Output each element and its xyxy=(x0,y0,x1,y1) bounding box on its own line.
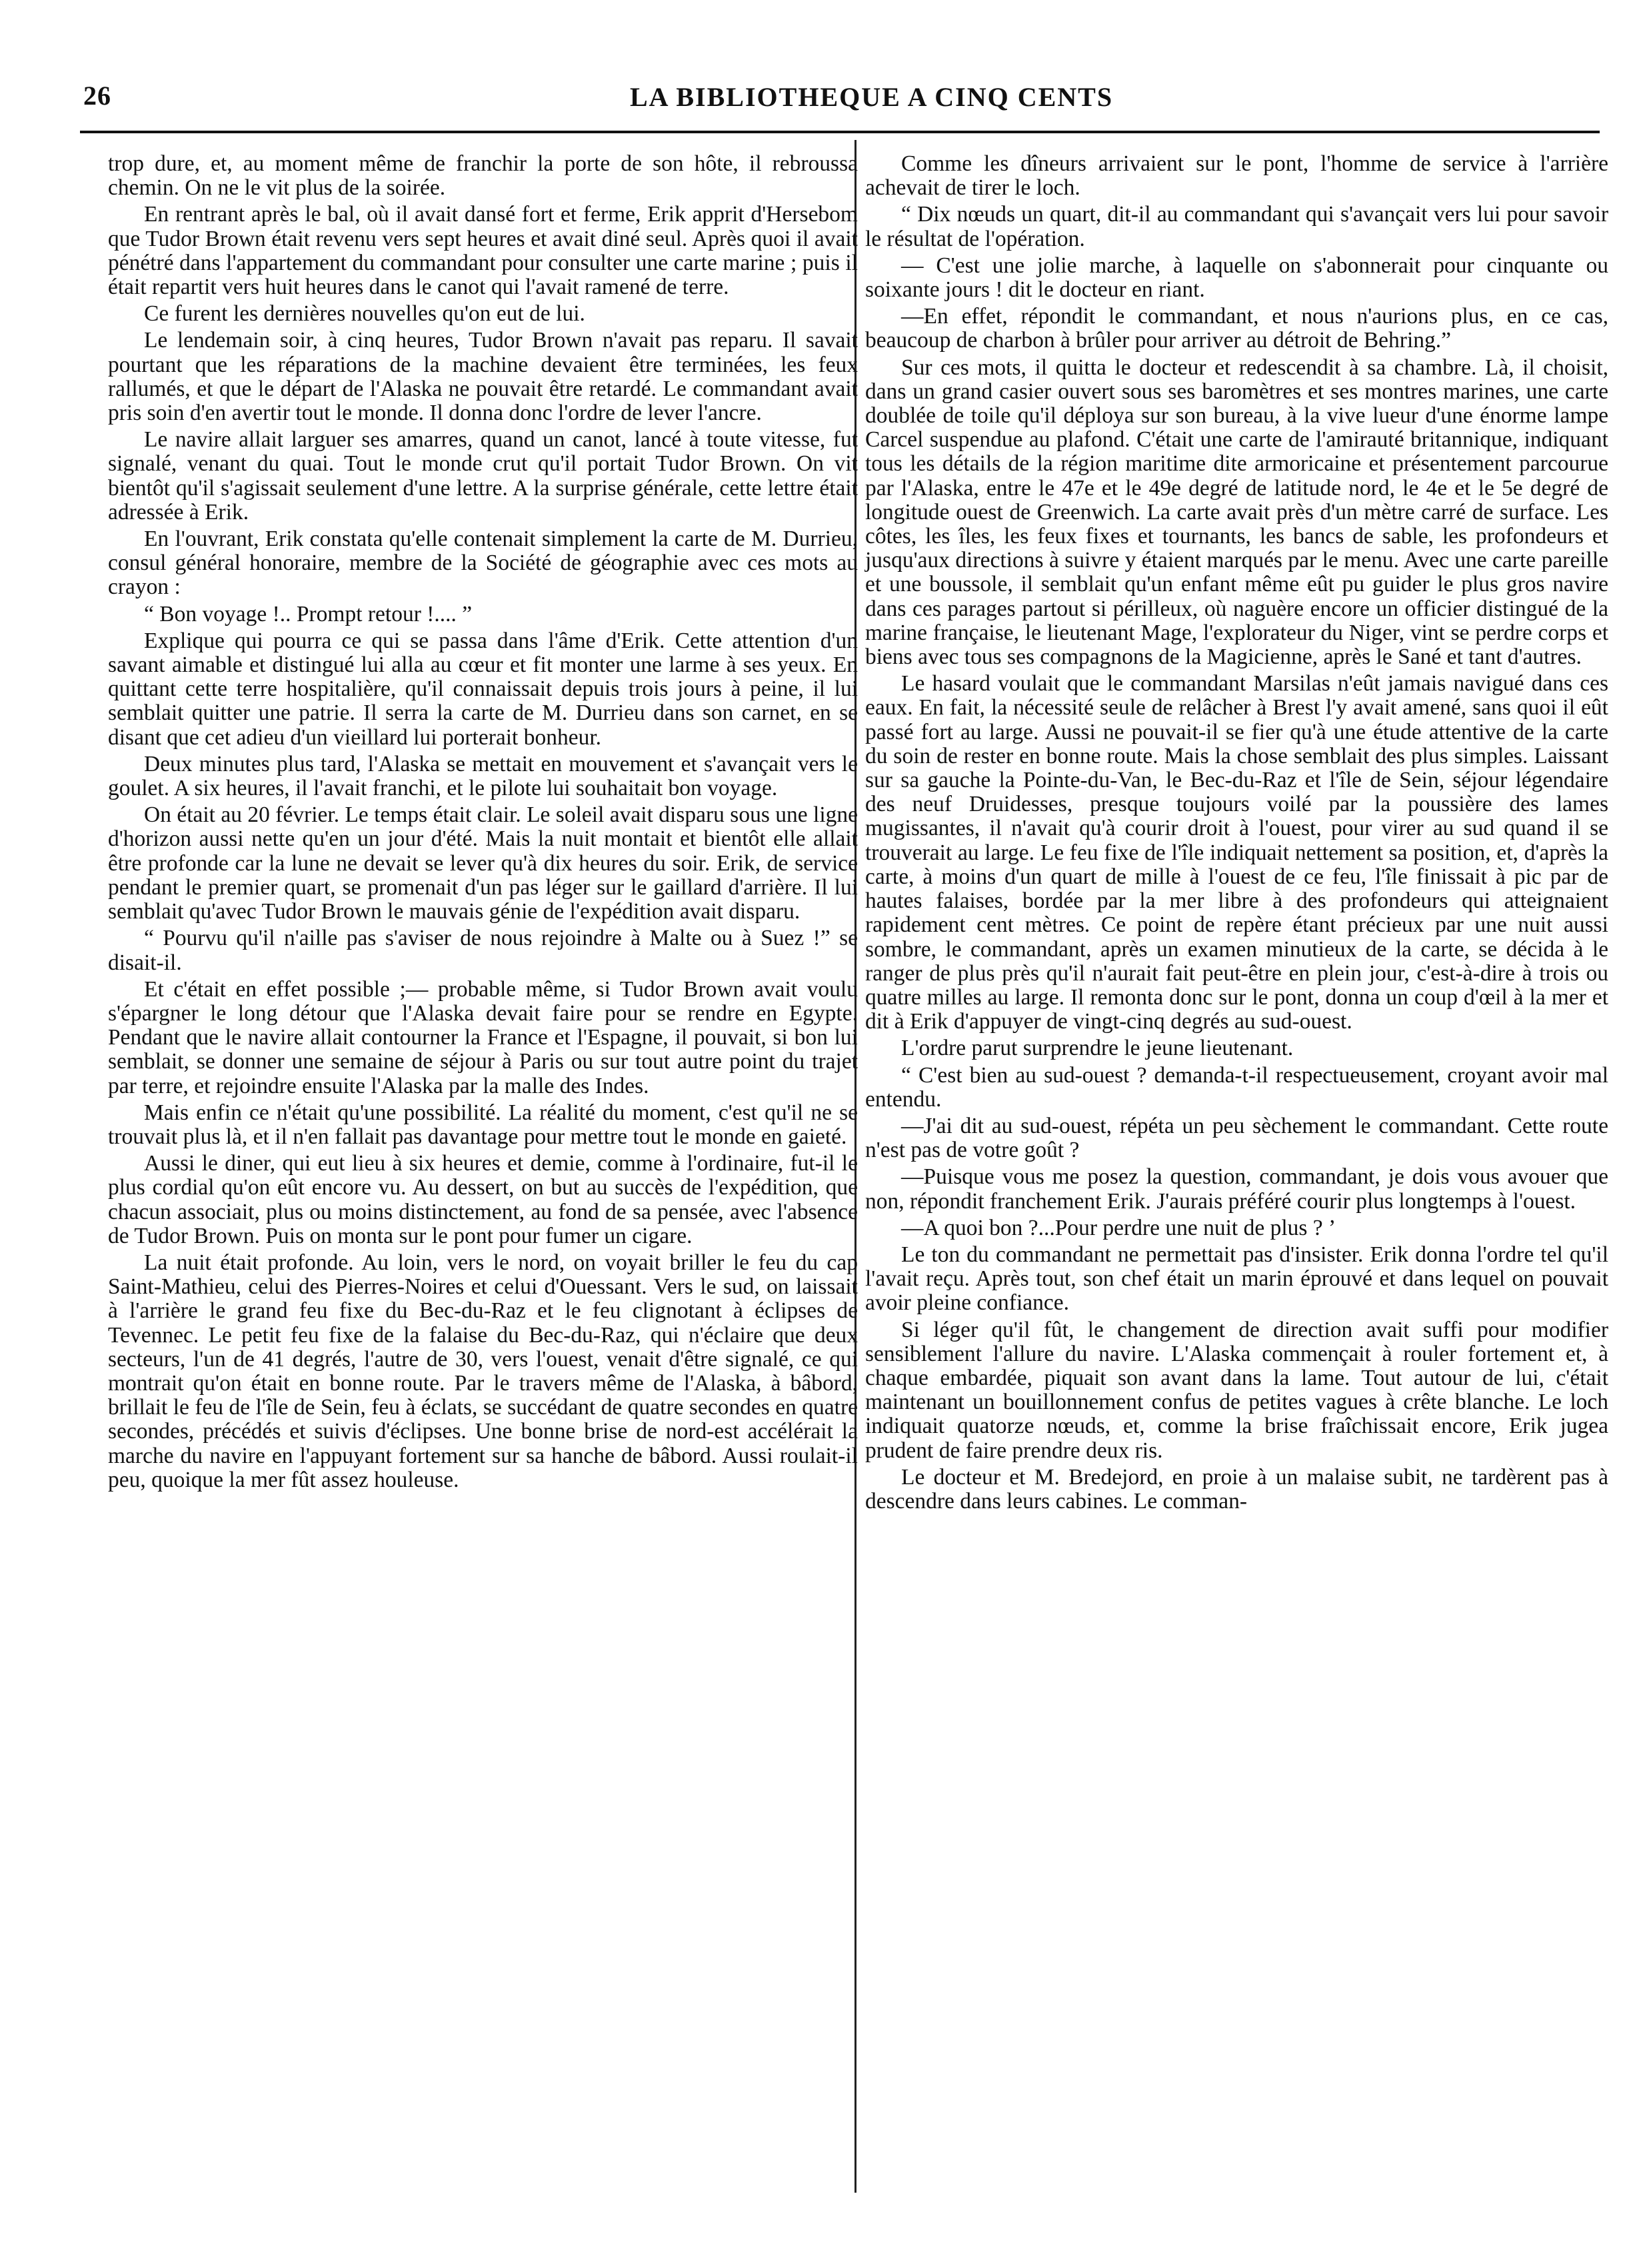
paragraph: Le ton du commandant ne permettait pas d'insister. Erik donna l'ordre tel qu'il l'avait reçu. Après tout, son chef était un marin éprouvé et dans lequel on pouvait avoir pleine confiance. xyxy=(865,1242,1608,1316)
paragraph: Comme les dîneurs arrivaient sur le pont, l'homme de service à l'arrière achevait de tirer le loch. xyxy=(865,151,1608,201)
page-header xyxy=(83,80,1596,120)
page-number: 26 xyxy=(83,81,111,111)
paragraph: Le navire allait larguer ses amarres, quand un canot, lancé à toute vitesse, fut signalé, venant du quai. Tout le monde crut qu'il portait Tudor Brown. On vit bientôt qu'il s'agissait seulement d'une lettre. A la surprise générale, cette lettre était adressée à Erik. xyxy=(108,427,858,525)
paragraph: Sur ces mots, il quitta le docteur et redescendit à sa chambre. Là, il choisit, dans un grand casier ouvert sous ses baromètres et ses montres marines, une carte doublée de toile qu'il déploya sur son bureau, à la vive lueur d'une énorme lampe Carcel suspendue au plafond. C'était une carte de l'amirauté britannique, indiquant tous les détails de la région maritime dite armoricaine et présentement parcourue par l'Alaska, entre le 47e et le 49e degré de latitude nord, le 4e et le 5e degré de longitude ouest de Greenwich. La carte avait près d'un mètre carré de surface. Les côtes, les îles, les feux fixes et tournants, les bancs de sable, les profondeurs et jusqu'aux directions à suivre y étaient marqués par le menu. Avec une carte pareille et une boussole, il semblait qu'un enfant même eût pu guider le plus gros navire dans ces parages partout si périlleux, où naguère encore un officier distingué de la marine française, le lieutenant Mage, l'explorateur du Niger, vint se perdre corps et biens avec tous ses compagnons de la Magicienne, après le Sané et tant d'autres. xyxy=(865,355,1608,670)
paragraph: Et c'était en effet possible ;— probable même, si Tudor Brown avait voulu s'épargner le long détour que l'Alaska devait faire pour se rendre en Egypte. Pendant que le navire allait contourner la France et l'Espagne, il pouvait, si bon lui semblait, se donner une semaine de séjour à Paris ou sur tout autre point du trajet par terre, et rejoindre ensuite l'Alaska par la malle des Indes. xyxy=(108,976,858,1098)
paragraph: En rentrant après le bal, où il avait dansé fort et ferme, Erik apprit d'Hersebom que Tudor Brown était revenu vers sept heures et avait diné seul. Après quoi il avait pénétré dans l'appartement du commandant pour consulter une carte marine ; puis il était repartit vers huit heures dans le canot qui l'avait ramené de terre. xyxy=(108,202,858,300)
paragraph: Explique qui pourra ce qui se passa dans l'âme d'Erik. Cette attention d'un savant aimable et distingué lui alla au cœur et fit monter une larme à ses yeux. En quittant cette terre hospitalière, qu'il connaissait depuis trois jours à peine, il lui semblait quitter une patrie. Il serra la carte de M. Durrieu dans son carnet, en se disant que cet adieu d'un vieillard lui porterait bonheur. xyxy=(108,628,858,750)
paragraph: En l'ouvrant, Erik constata qu'elle contenait simplement la carte de M. Durrieu, consul général honoraire, membre de la Société de géographie avec ces mots au crayon : xyxy=(108,527,858,600)
paragraph: La nuit était profonde. Au loin, vers le nord, on voyait briller le feu du cap Saint-Mathieu, celui des Pierres-Noires et celui d'Ouessant. Vers le sud, on laissait à l'arrière le grand feu fixe du Bec-du-Raz et le feu clignotant à éclipses de Tevennec. Le petit feu fixe de la falaise du Bec-du-Raz, qui n'éclaire que deux secteurs, l'un de 41 degrés, l'autre de 30, vers l'ouest, venait d'être signalé, ce qui montrait qu'on était en bonne route. Par le travers même de l'Alaska, à bâbord, brillait le feu de l'île de Sein, feu à éclats, se succédant de quatre secondes en quatre secondes, précédés et suivis d'éclipses. Une bonne brise de nord-est accélérait la marche du navire en l'appuyant fortement sur sa hanche de bâbord. Aussi roulait-il peu, quoique la mer fût assez houleuse. xyxy=(108,1250,858,1492)
paragraph: Ce furent les dernières nouvelles qu'on eut de lui. xyxy=(144,301,585,327)
paragraph: —Puisque vous me posez la question, commandant, je dois vous avouer que non, répondit franchement Erik. J'aurais préféré courir plus longtemps à l'ouest. xyxy=(865,1164,1608,1214)
paragraph: L'ordre parut surprendre le jeune lieutenant. xyxy=(901,1036,1294,1061)
paragraph: Si léger qu'il fût, le changement de direction avait suffi pour modifier sensiblement l'allure du navire. L'Alaska commençait à rouler fortement et, à chaque embardée, piquait son avant dans la lame. Tout autour de lui, c'était maintenant un bouillonnement confus de petites vagues à crête blanche. Le loch indiquait quatorze nœuds, et, comme la brise fraîchissait encore, Erik jugea prudent de faire prendre deux ris. xyxy=(865,1317,1608,1463)
paragraph: “ Bon voyage !.. Prompt retour !.... ” xyxy=(144,601,473,626)
paragraph: Le lendemain soir, à cinq heures, Tudor Brown n'avait pas reparu. Il savait pourtant que les réparations de la machine devaient être terminées, les feux rallumés, et que le départ de l'Alaska ne pouvait être retardé. Le commandant avait pris soin d'en avertir tout le monde. Il donna donc l'ordre de lever l'ancre. xyxy=(108,328,858,426)
left-column xyxy=(108,152,858,1495)
paragraph: On était au 20 février. Le temps était clair. Le soleil avait disparu sous une ligne d'horizon aussi nette qu'en un jour d'été. Mais la nuit montait et bientôt elle allait être profonde car la lune ne devait se lever qu'à dix heures du soir. Erik, de service pendant le premier quart, se promenait d'un pas léger sur le gaillard d'arrière. Il lui semblait qu'avec Tudor Brown le mauvais génie de l'expédition avait disparu. xyxy=(108,802,858,924)
paragraph: Le docteur et M. Bredejord, en proie à un malaise subit, ne tardèrent pas à descendre dans leurs cabines. Le comman- xyxy=(865,1464,1608,1514)
paragraph: Le hasard voulait que le commandant Marsilas n'eût jamais navigué dans ces eaux. En fait, la nécessité seule de relâcher à Brest l'y avait amené, sans quoi il eût passé fort au large. Aussi ne pouvait-il se fier qu'à une étude attentive de la carte du soin de rester en bonne route. Mais la chose semblait des plus simples. Laissant sur sa gauche la Pointe-du-Van, le Bec-du-Raz et l'île de Sein, séjour légendaire des neuf Druidesses, presque toujours voilé par la poussière des lames mugissantes, il n'avait qu'à courir droit à l'ouest, pour virer au sud quand il se trouverait au large. Le feu fixe de l'île indiquait nettement sa position, et, d'après la carte, à moins d'un quart de mille à l'ouest de ce feu, l'île finissait à pic par de hautes falaises, bordée par la mer libre à des profondeurs qui atteignaient rapidement cent mètres. Ce point de repère étant précieux par une nuit aussi sombre, le commandant, après un examen minutieux de la carte, se décida à le ranger de plus près qu'il n'aurait fait peut-être en plein jour, c'est-à-dire à trois ou quatre milles au large. Il remonta donc sur le pont, donna un coup d'œil à la mer et dit à Erik d'appuyer de vingt-cinq degrés au sud-ouest. xyxy=(865,671,1608,1034)
paragraph: Mais enfin ce n'était qu'une possibilité. La réalité du moment, c'est qu'il ne se trouvait plus là, et il n'en fallait pas davantage pour mettre tout le monde en gaieté. xyxy=(108,1100,858,1149)
paragraph: —J'ai dit au sud-ouest, répéta un peu sèchement le commandant. Cette route n'est pas de votre goût ? xyxy=(865,1113,1608,1163)
paragraph: “ Dix nœuds un quart, dit-il au commandant qui s'avançait vers lui pour savoir le résultat de l'opération. xyxy=(865,202,1608,251)
paragraph: trop dure, et, au moment même de franchir la porte de son hôte, il rebroussa chemin. On ne le vit plus de la soirée. xyxy=(108,151,858,201)
right-column xyxy=(865,152,1608,1516)
paragraph: — C'est une jolie marche, à laquelle on s'abonnerait pour cinquante ou soixante jours ! dit le docteur en riant. xyxy=(865,253,1608,303)
running-title: LA BIBLIOTHEQUE A CINQ CENTS xyxy=(630,82,1114,112)
header-rule xyxy=(80,131,1600,133)
paragraph: Deux minutes plus tard, l'Alaska se mettait en mouvement et s'avançait vers le goulet. A six heures, il l'avait franchi, et le pilote lui souhaitait bon voyage. xyxy=(108,751,858,801)
paragraph: —En effet, répondit le commandant, et nous n'aurions plus, en ce cas, beaucoup de charbon à brûler pour arriver au détroit de Behring.” xyxy=(865,304,1608,353)
paragraph: “ C'est bien au sud-ouest ? demanda-t-il respectueusement, croyant avoir mal entendu. xyxy=(865,1062,1608,1112)
paragraph: —A quoi bon ?...Pour perdre une nuit de plus ? ’ xyxy=(901,1215,1336,1240)
paragraph: Aussi le diner, qui eut lieu à six heures et demie, comme à l'ordinaire, fut-il le plus cordial qu'on eût encore vu. Au dessert, on but au succès de l'expédition, que chacun associait, plus ou moins distinctement, au fond de sa pensée, avec l'absence de Tudor Brown. Puis on monta sur le pont pour fumer un cigare. xyxy=(108,1151,858,1248)
paragraph: “ Pourvu qu'il n'aille pas s'aviser de nous rejoindre à Malte ou à Suez !” se disait-il. xyxy=(108,926,858,975)
